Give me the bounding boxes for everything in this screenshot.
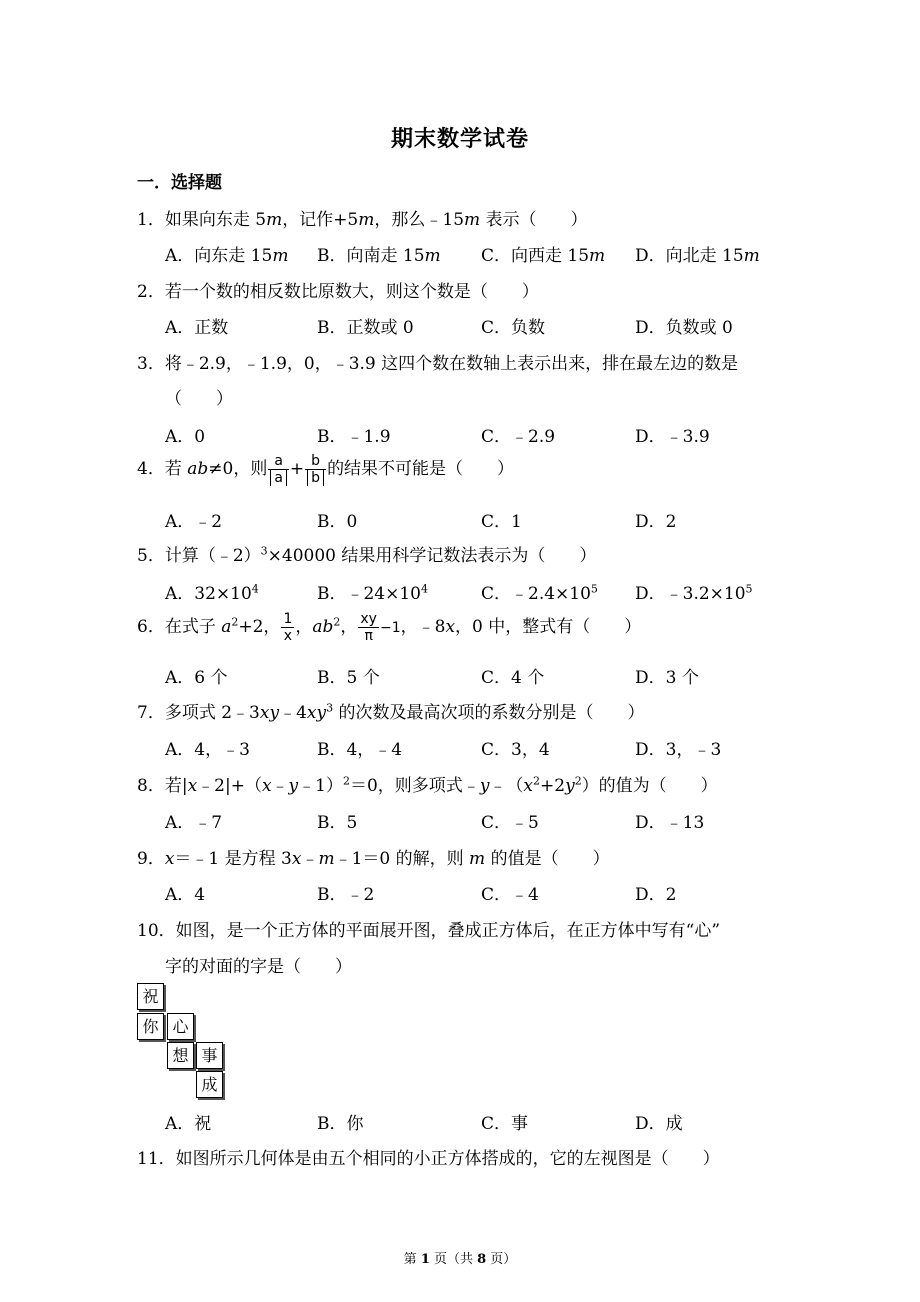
- section-heading: 一．选择题: [137, 173, 222, 193]
- question-10: 10．如图，是一个正方体的平面展开图，叠成正方体后，在正方体中写有“心”: [137, 921, 721, 941]
- page-footer: 第 1 页（共 8 页）: [403, 1252, 517, 1267]
- option-b[interactable]: B．5 个: [317, 668, 380, 688]
- option-c[interactable]: C．负数: [481, 318, 546, 338]
- option-a[interactable]: A．4，﹣3: [165, 740, 250, 760]
- question-10-line2: 字的对面的字是（ ）: [165, 957, 352, 977]
- option-d[interactable]: D．2: [635, 512, 677, 532]
- option-a[interactable]: A．向东走 15m: [165, 246, 289, 266]
- option-d[interactable]: D．成: [635, 1114, 683, 1134]
- option-b[interactable]: B．正数或 0: [317, 318, 414, 338]
- page-title: 期末数学试卷: [390, 126, 529, 152]
- option-d[interactable]: D．3，﹣3: [635, 740, 722, 760]
- option-a[interactable]: A．4: [165, 885, 206, 905]
- question-4-options: [165, 507, 805, 531]
- option-a[interactable]: A．﹣2: [165, 512, 223, 532]
- question-8: 8．若|x﹣2|+（x﹣y﹣1）$^2$＝0，则多项式$﹣y﹣(x^2+2y^2)$的值为（ ）: [137, 774, 718, 796]
- net-cell-2: 你: [137, 1013, 164, 1040]
- question-2: 2．若一个数的相反数比原数大，则这个数是（ ）: [137, 282, 539, 302]
- option-c[interactable]: C．﹣2.9: [481, 427, 556, 447]
- question-2-options: [165, 313, 805, 337]
- option-b[interactable]: B．你: [317, 1114, 364, 1134]
- option-a[interactable]: A．﹣7: [165, 813, 223, 833]
- option-b[interactable]: B．4，﹣4: [317, 740, 403, 760]
- option-d[interactable]: D．﹣3.9: [635, 427, 710, 447]
- option-b[interactable]: B．0: [317, 512, 358, 532]
- option-a[interactable]: A．正数: [165, 318, 229, 338]
- option-d[interactable]: D．3 个: [635, 668, 699, 688]
- option-a[interactable]: A．0: [165, 427, 206, 447]
- option-b[interactable]: B．﹣1.9: [317, 427, 391, 447]
- net-cell-3: 心: [167, 1013, 194, 1040]
- option-a[interactable]: A．祝: [165, 1114, 212, 1134]
- option-b[interactable]: B．﹣2: [317, 885, 375, 905]
- option-b[interactable]: B．5: [317, 813, 358, 833]
- option-b[interactable]: B．向南走 15m: [317, 246, 441, 266]
- fraction-a-over-abs-a: $\frac{a}{a}$: [268, 453, 289, 486]
- option-c[interactable]: C．﹣5: [481, 813, 539, 833]
- question-5: 5．计算（﹣2）$^3$×40000 结果用科学记数法表示为（ ）: [137, 544, 597, 566]
- option-a[interactable]: A．6 个: [165, 668, 228, 688]
- fraction-b-over-abs-b: $\frac{b}{b}$: [305, 453, 326, 486]
- question-6-options: [165, 663, 805, 687]
- question-6: 6．在式子 $a^2+2$， $\frac{1}{x}$ ，$ab^2$， $\frac{xy}{\pi}$ −1，﹣8x，0 中，整式有（ ）: [137, 611, 642, 644]
- fraction-1-over-x: $\frac{1}{x}$: [283, 611, 293, 644]
- question-3: 3．将﹣2.9，﹣1.9，0，﹣3.9 这四个数在数轴上表示出来，排在最左边的数是: [137, 354, 739, 374]
- option-c[interactable]: C．3，4: [481, 740, 550, 760]
- option-c[interactable]: C．事: [481, 1114, 529, 1134]
- question-1-options: [165, 241, 805, 265]
- option-d[interactable]: D．﹣13: [635, 813, 705, 833]
- option-c[interactable]: C．$﹣2.4\times 10^5$: [481, 582, 598, 604]
- net-cell-1: 祝: [137, 983, 164, 1010]
- net-cell-5: 事: [196, 1042, 223, 1069]
- option-b[interactable]: B．$﹣24\times 10^4$: [317, 582, 429, 604]
- question-5-options: [165, 579, 805, 603]
- question-4: 4．若 ab≠0，则 $\frac{a}{a}$ + $\frac{b}{b}$ 的结果不可能是（ ）: [137, 453, 515, 486]
- question-7-options: [165, 735, 805, 759]
- question-7: 7．多项式 $2﹣3xy﹣4xy^3$ 的次数及最高次项的系数分别是（ ）: [137, 701, 645, 723]
- question-8-options: [165, 808, 805, 832]
- option-c[interactable]: C．4 个: [481, 668, 545, 688]
- question-1: 1．如果向东走 5m，记作+5m，那么﹣15m 表示（ ）: [137, 210, 588, 230]
- option-d[interactable]: D．负数或 0: [635, 318, 733, 338]
- option-a[interactable]: A．$32\times 10^4$: [165, 582, 259, 604]
- question-3-options: [165, 422, 805, 446]
- question-9: 9．x＝﹣1 是方程 3x﹣m﹣1＝0 的解，则 m 的值是（ ）: [137, 849, 610, 869]
- question-9-options: [165, 880, 805, 904]
- net-cell-4: 想: [167, 1042, 194, 1069]
- option-d[interactable]: D．2: [635, 885, 677, 905]
- option-c[interactable]: C．﹣4: [481, 885, 539, 905]
- option-d[interactable]: D．$﹣3.2\times 10^5$: [635, 582, 753, 604]
- option-c[interactable]: C．向西走 15m: [481, 246, 606, 266]
- option-d[interactable]: D．向北走 15m: [635, 246, 760, 266]
- cube-net-figure: [137, 983, 232, 1101]
- question-10-options: [165, 1109, 805, 1133]
- fraction-xy-over-pi: $\frac{xy}{\pi}$: [360, 611, 377, 644]
- net-cell-6: 成: [196, 1071, 223, 1098]
- option-c[interactable]: C．1: [481, 512, 522, 532]
- question-3-blank: （ ）: [165, 389, 233, 409]
- question-11: 11．如图所示几何体是由五个相同的小正方体搭成的，它的左视图是（ ）: [137, 1149, 720, 1169]
